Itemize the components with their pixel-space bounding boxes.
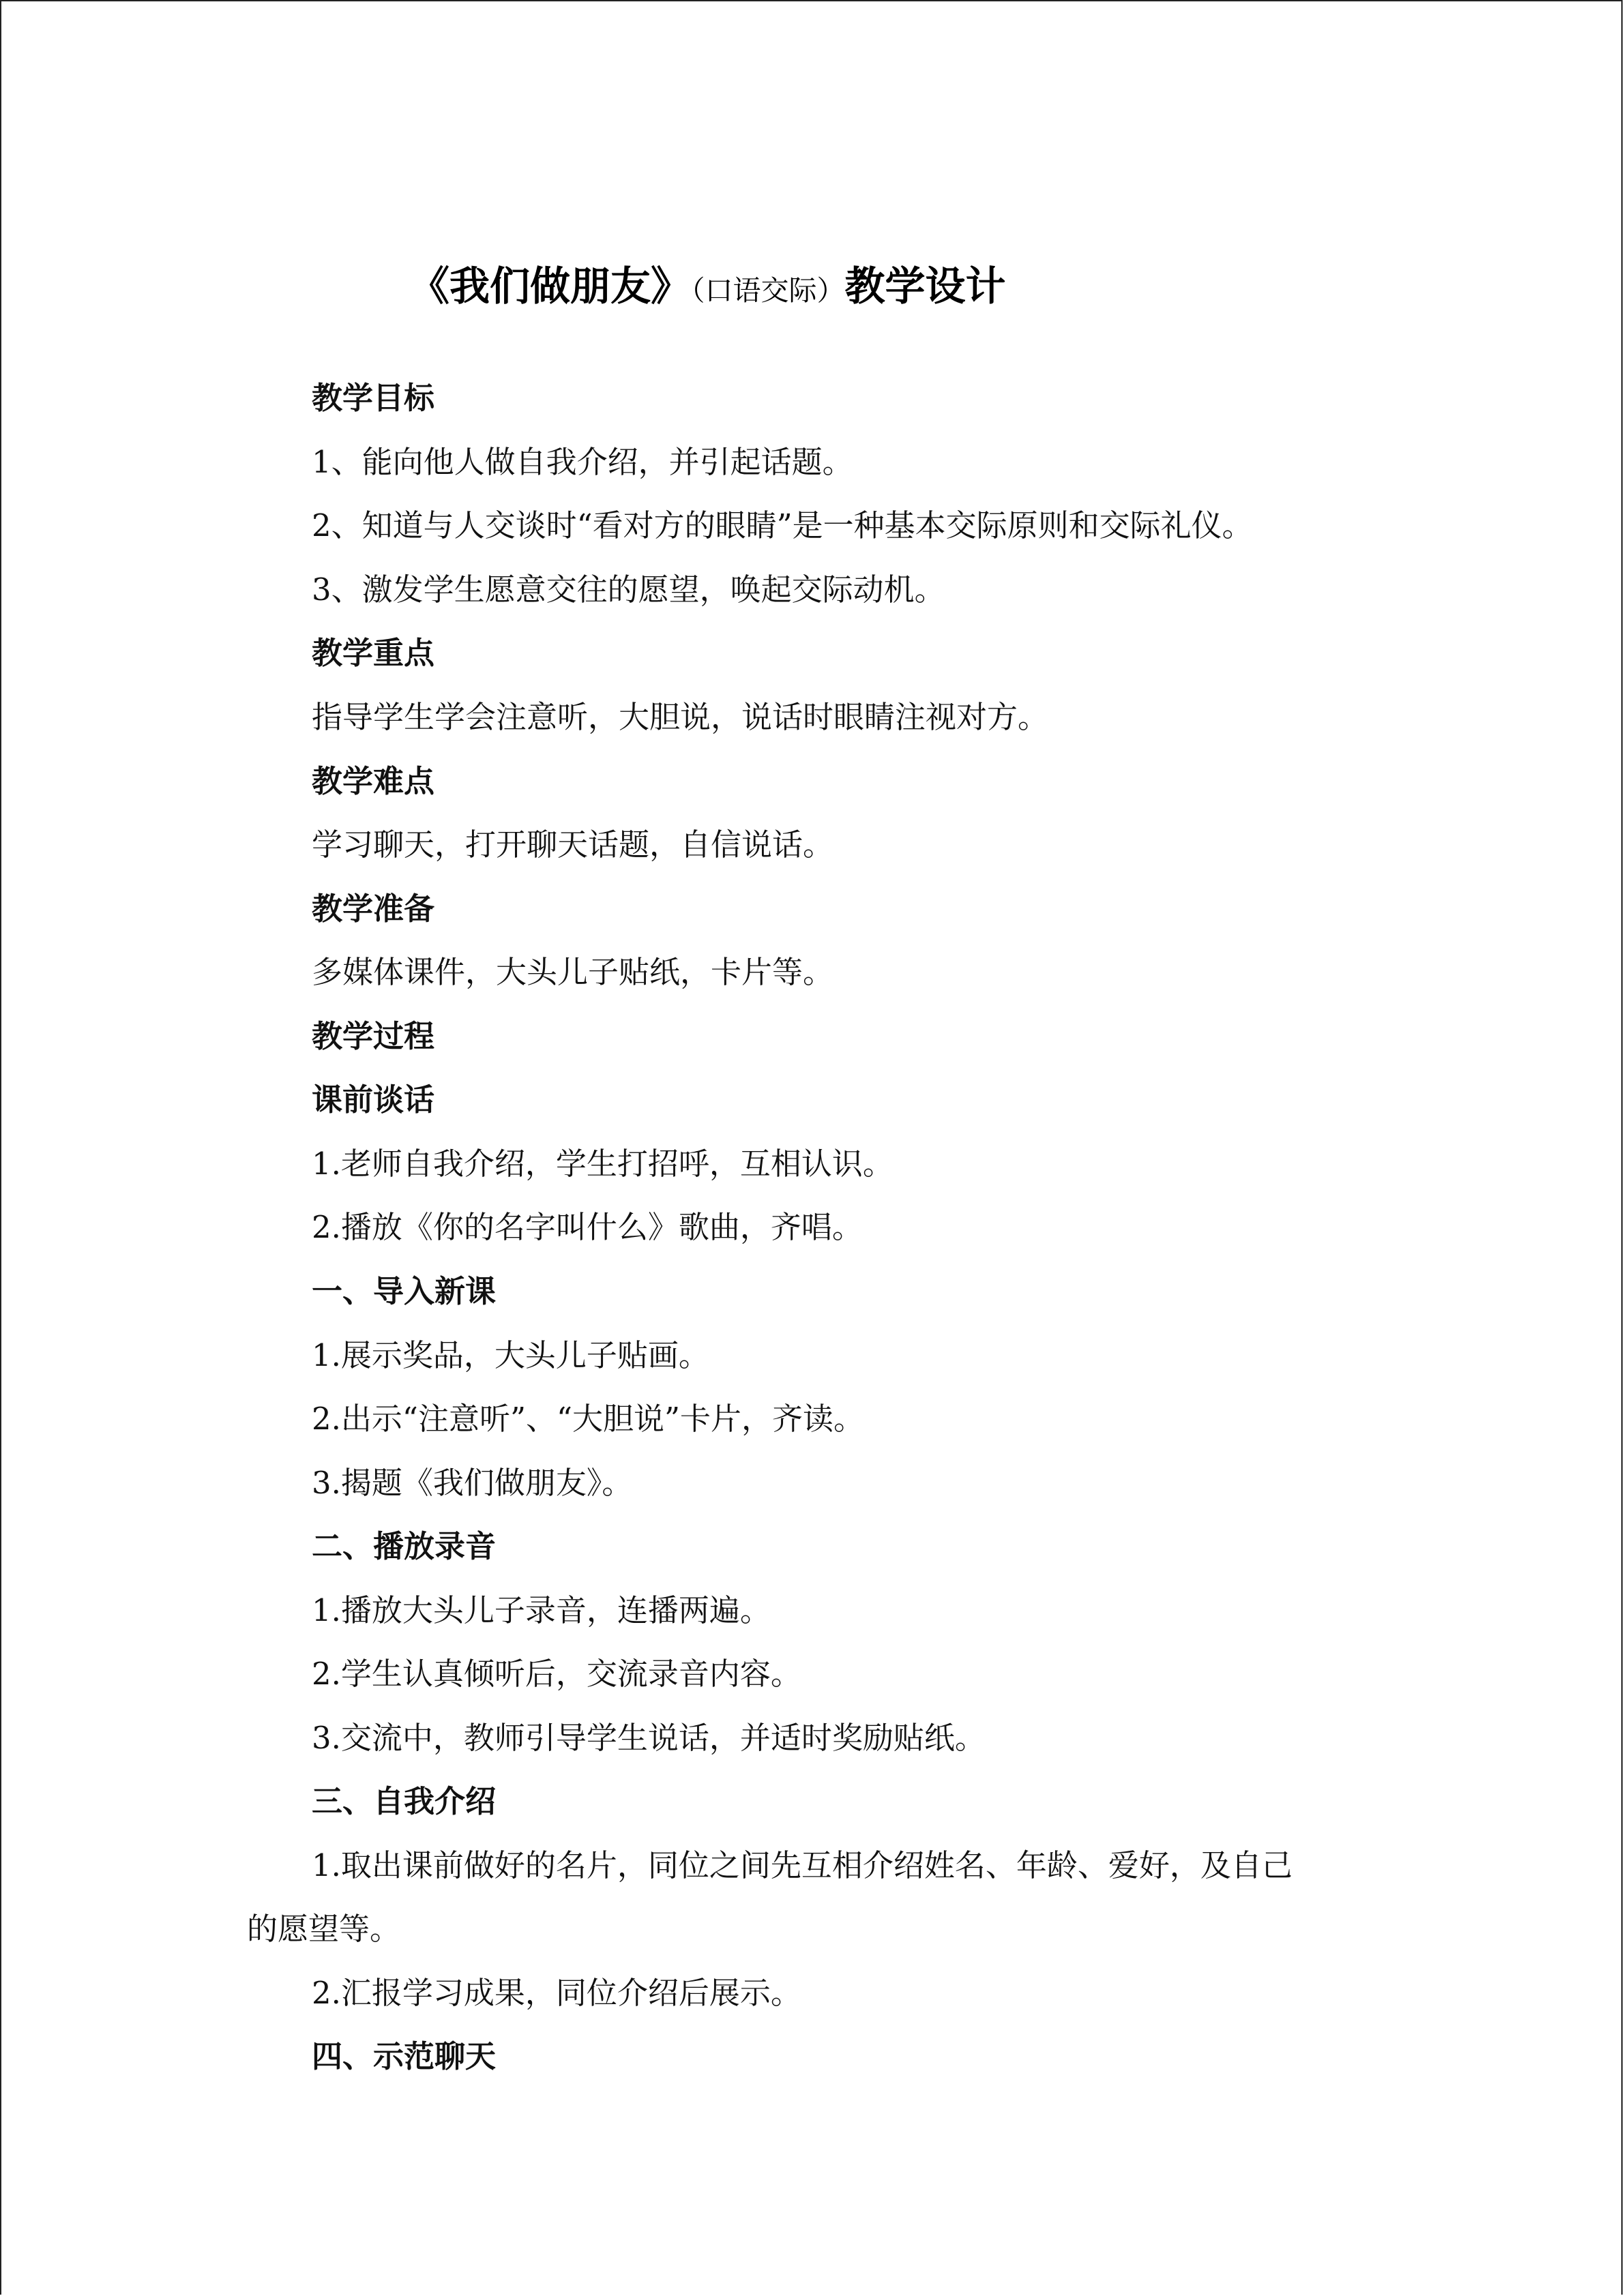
heading-section-3: 三、自我介绍 <box>312 1783 497 1819</box>
section-3-line-2: 2.汇报学习成果，同位介绍后展示。 <box>312 1975 801 2011</box>
title-main-part-2: 教学设计 <box>844 263 1006 310</box>
section-1-line-1: 1.展示奖品，大头儿子贴画。 <box>312 1337 709 1373</box>
heading-key-points: 教学重点 <box>312 635 435 671</box>
difficulties-text: 学习聊天，打开聊天话题，自信说话。 <box>312 826 834 863</box>
heading-preparation: 教学准备 <box>312 891 435 927</box>
goal-line-1: 1、能向他人做自我介绍，并引起话题。 <box>312 444 853 480</box>
heading-section-1: 一、导入新课 <box>312 1273 497 1309</box>
section-1-line-3: 3.揭题《我们做朋友》。 <box>312 1465 633 1501</box>
heading-section-4: 四、示范聊天 <box>312 2038 497 2074</box>
section-3-line-1-continued: 的愿望等。 <box>247 1911 401 1947</box>
section-2-line-3: 3.交流中，教师引导学生说话，并适时奖励贴纸。 <box>312 1720 986 1756</box>
section-3-line-1: 1.取出课前做好的名片，同位之间先互相介绍姓名、年龄、爱好，及自己 <box>312 1847 1293 1883</box>
section-2-line-1: 1.播放大头儿子录音，连播两遍。 <box>312 1592 771 1628</box>
section-1-line-2: 2.出示“注意听”、“大胆说”卡片，齐读。 <box>312 1401 864 1437</box>
preparation-text: 多媒体课件，大头儿子贴纸，卡片等。 <box>312 954 834 990</box>
document-title <box>409 254 1006 312</box>
key-points-text: 指导学生学会注意听，大胆说，说话时眼睛注视对方。 <box>312 699 1049 735</box>
goal-line-3: 3、激发学生愿意交往的愿望，唤起交际动机。 <box>312 571 945 608</box>
heading-pre-class-talk: 课前谈话 <box>312 1082 435 1118</box>
pre-class-line-1: 1.老师自我介绍，学生打招呼，互相认识。 <box>312 1146 894 1182</box>
heading-difficulties: 教学难点 <box>312 763 435 799</box>
section-2-line-2: 2.学生认真倾听后，交流录音内容。 <box>312 1656 801 1692</box>
heading-teaching-goals: 教学目标 <box>312 380 435 416</box>
goal-line-2: 2、知道与人交谈时“看对方的眼睛”是一种基本交际原则和交际礼仪。 <box>312 507 1253 543</box>
heading-section-2: 二、播放录音 <box>312 1528 497 1564</box>
title-subtitle: （口语交际） <box>691 274 845 307</box>
pre-class-line-2: 2.播放《你的名字叫什么》歌曲，齐唱。 <box>312 1209 863 1245</box>
heading-process: 教学过程 <box>312 1018 435 1054</box>
title-main-part-1: 《我们做朋友》 <box>409 263 692 310</box>
